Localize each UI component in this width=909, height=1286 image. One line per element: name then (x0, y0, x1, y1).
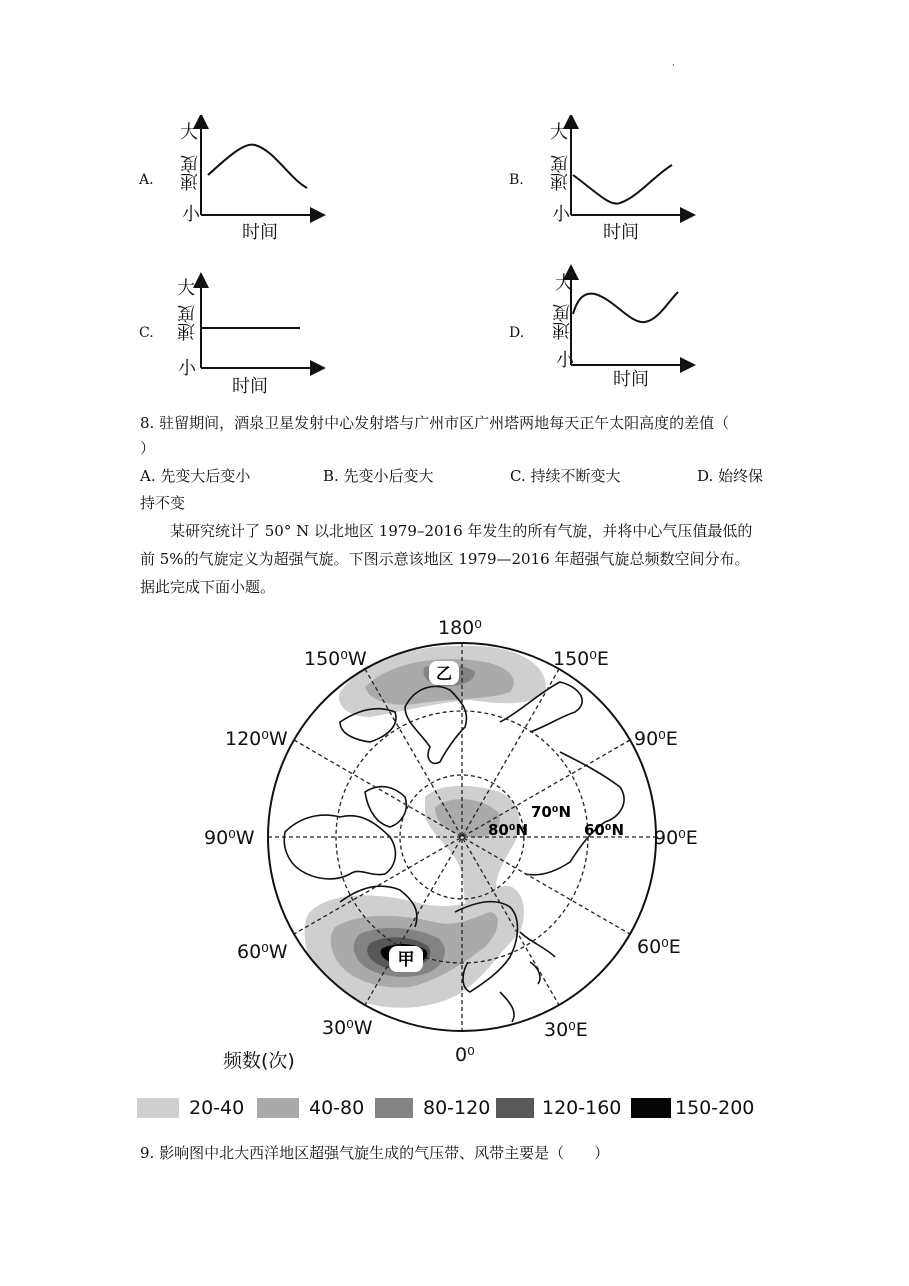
lon-180-label: 180⁰ (438, 617, 482, 639)
x-axis-label: 时间 (232, 376, 268, 397)
y-high-label: 大 (180, 122, 198, 143)
lon-60w-label: 60⁰W (237, 941, 288, 963)
passage-line-1: 某研究统计了 50° N 以北地区 1979–2016 年发生的所有气旋，并将中心气压值最低的 (170, 522, 753, 540)
y-high-label: 大 (555, 273, 573, 294)
legend-range: 40-80 (309, 1097, 365, 1119)
lon-90e-upper-label: 90⁰E (634, 728, 678, 750)
lon-120w-label: 120⁰W (225, 728, 288, 750)
lon-0-label: 0⁰ (455, 1044, 475, 1066)
x-axis-label: 时间 (242, 222, 278, 243)
question-8-option-c: C. 持续不断变大 (510, 467, 621, 485)
legend-range: 120-160 (542, 1097, 622, 1119)
x-axis-label: 时间 (613, 369, 649, 390)
page-dot: · (672, 61, 675, 71)
question-8-stem-cont: ） (140, 439, 156, 457)
question-8-stem: 8. 驻留期间，酒泉卫星发射中心发射塔与广州市区广州塔两地每天正午太阳高度的差值（ (140, 414, 730, 432)
y-axis-label: 速度 (180, 155, 201, 191)
legend-title: 频数(次) (223, 1050, 295, 1072)
lon-30w-label: 30⁰W (322, 1017, 373, 1039)
yi-marker (429, 661, 459, 685)
question-8-option-d-wrap: 持不变 (140, 494, 186, 512)
passage-line-2: 前 5%的气旋定义为超强气旋。下图示意该地区 1979—2016 年超强气旋总频数空间分布。 (140, 550, 750, 568)
lon-150w-label: 150⁰W (304, 648, 367, 670)
jia-marker (389, 946, 423, 972)
option-label: A. (139, 172, 154, 188)
question-8-option-a: A. 先变大后变小 (140, 467, 251, 485)
question-8-option-d: D. 始终保 (697, 467, 764, 485)
option-b-graph (500, 115, 700, 245)
jia-label: 甲 (397, 950, 415, 970)
legend-swatch (496, 1098, 534, 1118)
legend-range: 150-200 (675, 1097, 755, 1119)
polar-cyclone-map (200, 612, 700, 1072)
question-9-stem: 9. 影响图中北大西洋地区超强气旋生成的气压带、风带主要是（ ） (140, 1144, 610, 1162)
legend-item (257, 1096, 364, 1120)
lat-70-label: 70⁰N (531, 803, 571, 821)
option-c-graph (130, 268, 330, 398)
lon-90e-label: 90⁰E (654, 827, 698, 849)
option-label: C. (139, 325, 154, 341)
option-d-graph (500, 262, 700, 392)
legend-item (137, 1096, 244, 1120)
y-high-label: 大 (177, 278, 195, 299)
question-8-option-b: B. 先变小后变大 (323, 467, 434, 485)
legend-swatch (137, 1098, 179, 1118)
y-low-label: 小 (552, 204, 570, 225)
y-low-label: 小 (178, 358, 196, 379)
y-axis-label: 速度 (552, 304, 573, 340)
legend-range: 80-120 (423, 1097, 491, 1119)
lat-80-label: 80⁰N (488, 821, 528, 839)
option-label: B. (509, 172, 524, 188)
lon-60e-label: 60⁰E (637, 936, 681, 958)
y-low-label: 小 (556, 350, 574, 371)
yi-label: 乙 (435, 664, 453, 683)
lat-60-label: 60⁰N (584, 821, 624, 839)
lon-90w-label: 90⁰W (204, 827, 255, 849)
lon-30e-label: 30⁰E (544, 1019, 588, 1041)
y-axis-label: 速度 (550, 155, 571, 191)
y-axis-label: 速度 (177, 305, 198, 341)
legend-item (631, 1096, 754, 1120)
x-axis-label: 时间 (603, 222, 639, 243)
legend-item (496, 1096, 621, 1120)
option-label: D. (509, 325, 525, 341)
y-low-label: 小 (182, 204, 200, 225)
lon-150e-label: 150⁰E (553, 648, 609, 670)
legend-swatch (257, 1098, 299, 1118)
legend-range: 20-40 (189, 1097, 245, 1119)
y-high-label: 大 (550, 122, 568, 143)
legend-swatch (631, 1098, 671, 1118)
passage-line-3: 据此完成下面小题。 (140, 578, 276, 596)
legend-item (375, 1096, 490, 1120)
option-a-graph (130, 115, 330, 245)
legend-swatch (375, 1098, 413, 1118)
